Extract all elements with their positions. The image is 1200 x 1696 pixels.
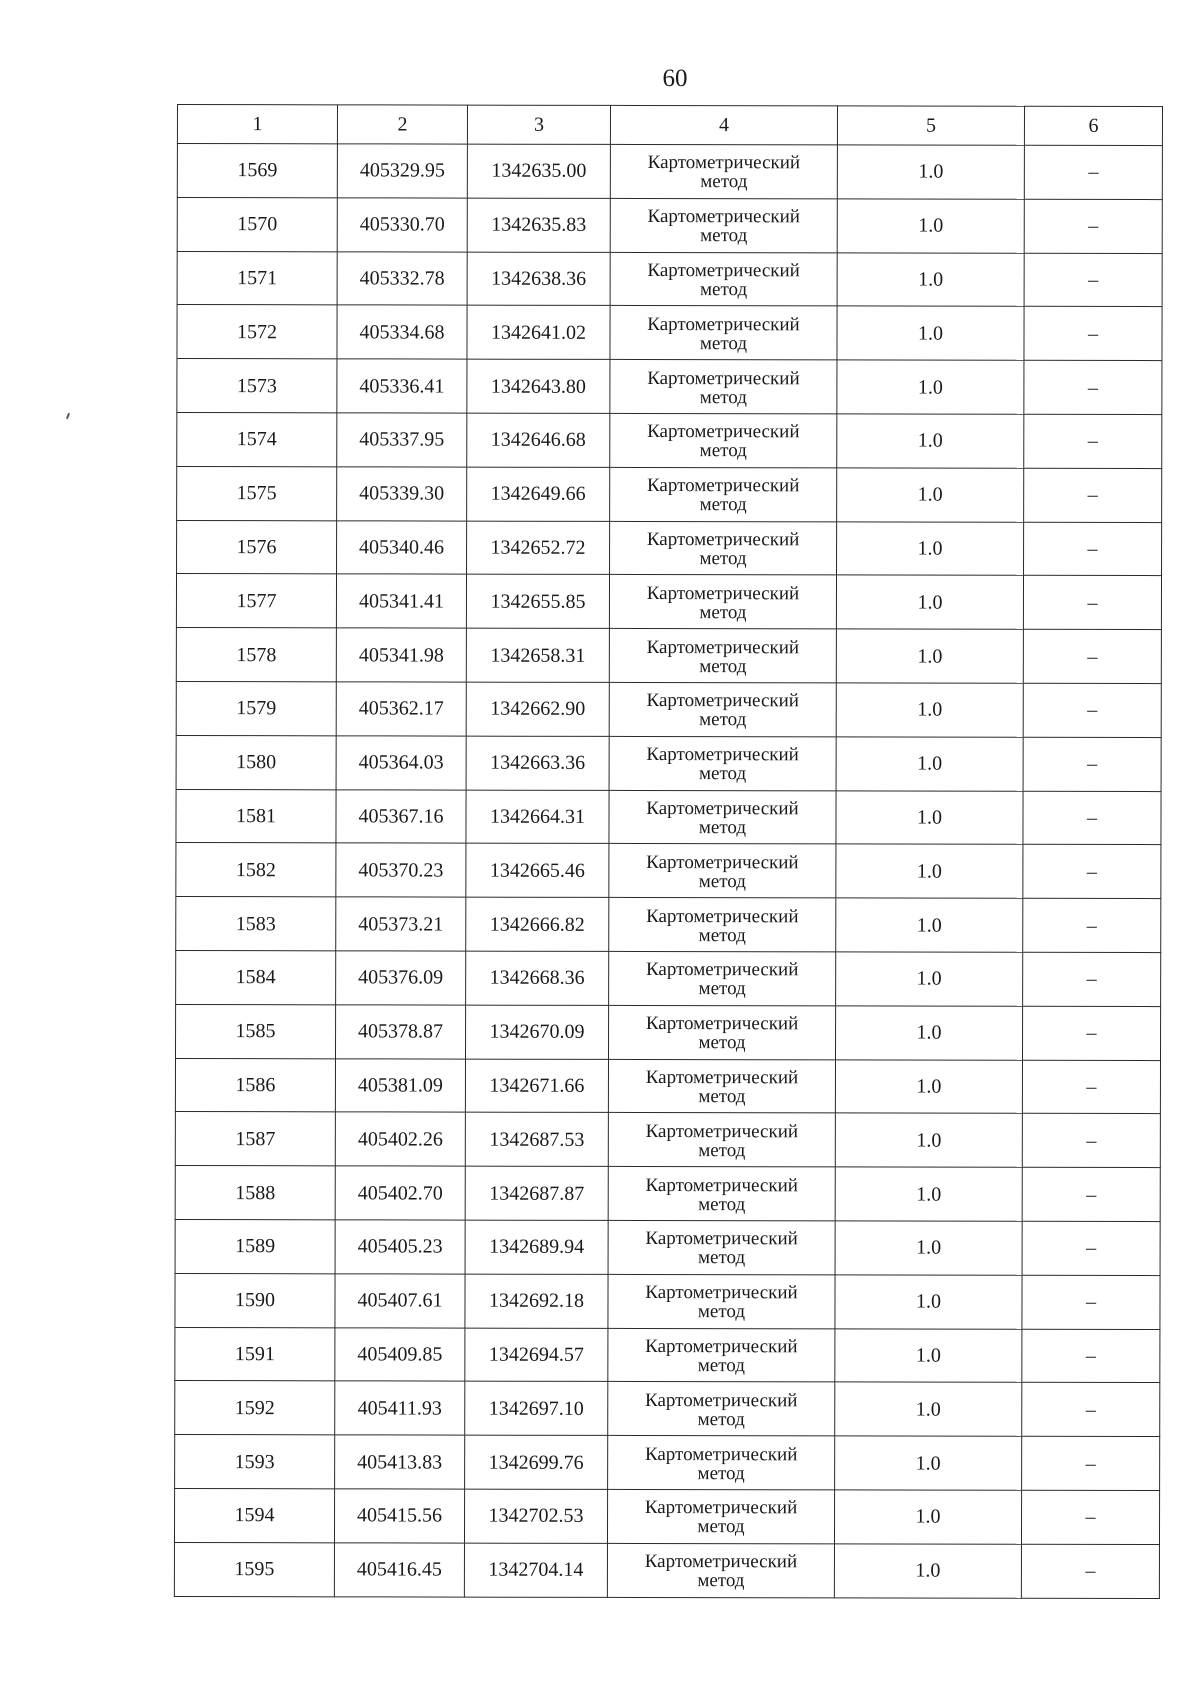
method-line-2: метод — [699, 601, 747, 623]
method-line-2: метод — [699, 655, 747, 677]
method-line-1: Картометрический — [645, 1389, 798, 1412]
note-cell: – — [1023, 576, 1161, 630]
note-cell: – — [1022, 1275, 1160, 1329]
x-coordinate-cell: 405336.41 — [337, 359, 467, 413]
table-row — [177, 412, 1162, 468]
accuracy-cell: 1.0 — [836, 737, 1023, 791]
table-row — [174, 1488, 1159, 1544]
method-line-1: Картометрический — [645, 1335, 798, 1358]
method-line-1: Картометрический — [647, 152, 801, 174]
note-cell: – — [1022, 1436, 1160, 1490]
y-coordinate-cell: 1342694.57 — [465, 1328, 608, 1382]
note-cell: – — [1024, 360, 1162, 414]
method-cell — [610, 198, 837, 252]
point-number-cell: 1570 — [177, 197, 337, 251]
method-cell — [608, 1382, 835, 1436]
note-cell: – — [1023, 952, 1161, 1006]
method-line-1: Картометрический — [646, 528, 800, 551]
accuracy-cell: 1.0 — [837, 252, 1024, 306]
method-cell — [609, 1005, 836, 1059]
y-coordinate-cell: 1342699.76 — [465, 1435, 608, 1489]
method-cell — [607, 1543, 834, 1597]
note-cell: – — [1021, 1544, 1159, 1598]
accuracy-cell: 1.0 — [836, 952, 1023, 1006]
y-coordinate-cell: 1342704.14 — [464, 1543, 607, 1597]
x-coordinate-cell: 405364.03 — [336, 736, 466, 790]
method-cell — [609, 790, 836, 844]
method-line-1: Картометрический — [644, 1551, 798, 1573]
x-coordinate-cell: 405409.85 — [335, 1327, 465, 1381]
point-number-cell: 1571 — [177, 251, 337, 305]
y-coordinate-cell: 1342638.36 — [467, 252, 610, 306]
point-number-cell: 1576 — [177, 520, 337, 574]
accuracy-cell: 1.0 — [836, 575, 1023, 629]
method-line-2: метод — [698, 1139, 746, 1161]
accuracy-cell: 1.0 — [837, 414, 1024, 468]
method-line-2: метод — [698, 817, 747, 839]
method-cell — [607, 1489, 834, 1543]
y-coordinate-cell: 1342687.87 — [465, 1166, 608, 1220]
point-number-cell: 1595 — [174, 1542, 334, 1596]
point-number-cell: 1588 — [175, 1166, 335, 1220]
x-coordinate-cell: 405329.95 — [337, 144, 467, 198]
note-cell: – — [1024, 468, 1162, 522]
y-coordinate-cell: 1342664.31 — [466, 790, 609, 844]
table-row — [174, 1542, 1159, 1598]
x-coordinate-cell: 405402.70 — [335, 1166, 465, 1220]
method-line-2: метод — [699, 709, 747, 731]
method-line-1: Картометрический — [646, 475, 800, 497]
coordinates-table — [174, 104, 1163, 1599]
method-line-1: Картометрический — [644, 1497, 798, 1519]
scan-speck — [66, 413, 70, 419]
note-cell: – — [1022, 1221, 1160, 1275]
table-row — [175, 1381, 1160, 1437]
y-coordinate-cell: 1342689.94 — [465, 1220, 608, 1274]
accuracy-cell: 1.0 — [834, 1490, 1021, 1544]
note-cell: – — [1024, 307, 1162, 361]
y-coordinate-cell: 1342663.36 — [466, 736, 609, 790]
method-line-2: метод — [699, 494, 747, 516]
point-number-cell: 1574 — [177, 412, 337, 466]
method-line-2: метод — [699, 440, 747, 462]
method-cell — [609, 898, 836, 952]
method-cell — [608, 1274, 835, 1328]
method-line-1: Картометрический — [647, 259, 800, 282]
method-line-1: Картометрический — [647, 313, 800, 336]
x-coordinate-cell: 405334.68 — [337, 305, 467, 359]
accuracy-cell: 1.0 — [836, 790, 1023, 844]
page-number: 60 — [662, 65, 688, 92]
point-number-cell: 1573 — [177, 359, 337, 413]
method-line-1: Картометрический — [646, 797, 799, 820]
accuracy-cell: 1.0 — [834, 1544, 1021, 1598]
x-coordinate-cell: 405330.70 — [337, 198, 467, 252]
point-number-cell: 1581 — [176, 789, 336, 843]
x-coordinate-cell: 405415.56 — [334, 1489, 464, 1543]
note-cell: – — [1022, 1114, 1160, 1168]
method-line-2: метод — [698, 1032, 746, 1054]
method-cell — [608, 1167, 835, 1221]
table-row — [175, 1435, 1160, 1491]
method-line-1: Картометрический — [646, 582, 800, 605]
y-coordinate-cell: 1342655.85 — [466, 574, 609, 628]
method-line-2: метод — [697, 1355, 745, 1377]
accuracy-cell: 1.0 — [837, 199, 1024, 253]
method-line-1: Картометрический — [646, 851, 799, 874]
table-row — [176, 574, 1161, 630]
y-coordinate-cell: 1342702.53 — [464, 1489, 607, 1543]
method-line-2: метод — [697, 1570, 745, 1592]
table-row — [176, 628, 1161, 684]
method-cell — [609, 951, 836, 1005]
accuracy-cell: 1.0 — [837, 521, 1024, 575]
y-coordinate-cell: 1342671.66 — [465, 1059, 608, 1113]
point-number-cell: 1583 — [176, 897, 336, 951]
method-cell — [608, 1059, 835, 1113]
accuracy-cell: 1.0 — [836, 683, 1023, 737]
method-line-2: метод — [698, 870, 746, 892]
note-cell: – — [1022, 1167, 1160, 1221]
method-line-1: Картометрический — [646, 744, 799, 766]
method-line-2: метод — [699, 332, 748, 354]
table-row — [177, 305, 1162, 361]
table-row — [177, 520, 1162, 576]
method-line-2: метод — [700, 279, 748, 301]
table-row — [177, 197, 1162, 253]
method-cell — [609, 736, 836, 790]
x-coordinate-cell: 405332.78 — [337, 251, 467, 305]
table-body — [174, 144, 1162, 1599]
point-number-cell: 1582 — [176, 843, 336, 897]
method-line-1: Картометрический — [645, 959, 799, 981]
point-number-cell: 1594 — [174, 1488, 334, 1542]
method-line-2: метод — [698, 978, 746, 1000]
point-number-cell: 1589 — [175, 1219, 335, 1273]
header-col-1: 1 — [177, 105, 337, 144]
y-coordinate-cell: 1342662.90 — [466, 682, 609, 736]
method-line-1: Картометрический — [647, 367, 800, 389]
table-row — [176, 843, 1161, 899]
table-row — [176, 897, 1161, 953]
method-cell — [610, 413, 837, 467]
x-coordinate-cell: 405405.23 — [335, 1220, 465, 1274]
y-coordinate-cell: 1342646.68 — [467, 413, 610, 467]
y-coordinate-cell: 1342641.02 — [467, 305, 610, 359]
accuracy-cell: 1.0 — [835, 1059, 1022, 1113]
y-coordinate-cell: 1342670.09 — [466, 1005, 609, 1059]
y-coordinate-cell: 1342649.66 — [467, 467, 610, 521]
method-line-1: Картометрический — [646, 690, 799, 712]
method-line-1: Картометрический — [645, 1066, 799, 1089]
note-cell: – — [1024, 199, 1162, 253]
method-cell — [610, 521, 837, 575]
header-col-3: 3 — [467, 105, 610, 144]
y-coordinate-cell: 1342658.31 — [466, 628, 609, 682]
method-cell — [609, 575, 836, 629]
note-cell: – — [1024, 145, 1162, 199]
accuracy-cell: 1.0 — [835, 1113, 1022, 1167]
note-cell: – — [1023, 683, 1161, 737]
x-coordinate-cell: 405416.45 — [334, 1543, 464, 1597]
method-line-2: метод — [697, 1462, 745, 1484]
method-cell — [610, 144, 837, 198]
method-cell — [608, 1436, 835, 1490]
method-line-2: метод — [697, 1408, 745, 1430]
method-line-1: Картометрический — [645, 1120, 799, 1143]
table-row — [175, 1327, 1160, 1383]
x-coordinate-cell: 405373.21 — [336, 897, 466, 951]
method-cell — [610, 467, 837, 521]
method-line-1: Картометрический — [645, 1013, 799, 1035]
y-coordinate-cell: 1342666.82 — [466, 897, 609, 951]
table-row — [175, 1112, 1160, 1168]
method-line-2: метод — [700, 225, 748, 247]
point-number-cell: 1593 — [175, 1435, 335, 1489]
point-number-cell: 1585 — [176, 1004, 336, 1058]
table-row — [175, 1219, 1160, 1275]
table-row — [176, 1004, 1161, 1060]
method-line-2: метод — [699, 386, 747, 408]
x-coordinate-cell: 405341.98 — [336, 628, 466, 682]
table-row — [176, 950, 1161, 1006]
method-line-1: Картометрический — [646, 636, 800, 658]
point-number-cell: 1580 — [176, 735, 336, 789]
y-coordinate-cell: 1342652.72 — [467, 521, 610, 575]
method-line-2: метод — [699, 548, 747, 570]
method-line-1: Картометрический — [646, 905, 799, 927]
point-number-cell: 1575 — [177, 466, 337, 520]
x-coordinate-cell: 405407.61 — [335, 1274, 465, 1328]
header-col-6: 6 — [1024, 106, 1162, 145]
y-coordinate-cell: 1342692.18 — [465, 1274, 608, 1328]
point-number-cell: 1577 — [176, 574, 336, 628]
x-coordinate-cell: 405337.95 — [337, 413, 467, 467]
note-cell: – — [1021, 1490, 1159, 1544]
x-coordinate-cell: 405376.09 — [336, 951, 466, 1005]
method-cell — [608, 1113, 835, 1167]
point-number-cell: 1590 — [175, 1273, 335, 1327]
accuracy-cell: 1.0 — [837, 145, 1024, 199]
header-col-2: 2 — [337, 105, 467, 144]
method-cell — [610, 252, 837, 306]
method-line-1: Картометрический — [647, 421, 800, 443]
method-cell — [609, 629, 836, 683]
table-row — [177, 144, 1162, 200]
note-cell: – — [1023, 845, 1161, 899]
y-coordinate-cell: 1342635.83 — [467, 198, 610, 252]
x-coordinate-cell: 405340.46 — [337, 520, 467, 574]
header-col-4: 4 — [610, 105, 837, 144]
point-number-cell: 1586 — [175, 1058, 335, 1112]
accuracy-cell: 1.0 — [837, 306, 1024, 360]
point-number-cell: 1587 — [175, 1112, 335, 1166]
note-cell: – — [1023, 629, 1161, 683]
method-cell — [610, 360, 837, 414]
table-row — [175, 1273, 1160, 1329]
method-line-1: Картометрический — [647, 206, 800, 228]
method-line-1: Картометрический — [645, 1228, 798, 1250]
note-cell: – — [1024, 522, 1162, 576]
x-coordinate-cell: 405339.30 — [337, 467, 467, 521]
method-line-1: Картометрический — [644, 1443, 798, 1465]
table-row — [176, 789, 1161, 845]
accuracy-cell: 1.0 — [837, 468, 1024, 522]
y-coordinate-cell: 1342668.36 — [466, 951, 609, 1005]
accuracy-cell: 1.0 — [835, 1328, 1022, 1382]
y-coordinate-cell: 1342635.00 — [467, 144, 610, 198]
method-line-2: метод — [698, 924, 746, 946]
method-line-2: метод — [697, 1301, 746, 1323]
point-number-cell: 1591 — [175, 1327, 335, 1381]
table-row — [176, 681, 1161, 737]
method-line-2: метод — [700, 171, 748, 193]
note-cell: – — [1023, 737, 1161, 791]
method-cell — [608, 1220, 835, 1274]
method-line-2: метод — [698, 1193, 746, 1215]
accuracy-cell: 1.0 — [837, 360, 1024, 414]
y-coordinate-cell: 1342697.10 — [465, 1381, 608, 1435]
method-cell — [609, 682, 836, 736]
point-number-cell: 1579 — [176, 681, 336, 735]
method-line-2: метод — [698, 1086, 746, 1108]
x-coordinate-cell: 405341.41 — [336, 574, 466, 628]
x-coordinate-cell: 405378.87 — [336, 1005, 466, 1059]
method-line-2: метод — [698, 763, 747, 785]
accuracy-cell: 1.0 — [836, 629, 1023, 683]
accuracy-cell: 1.0 — [836, 1006, 1023, 1060]
method-line-2: метод — [697, 1247, 746, 1269]
y-coordinate-cell: 1342643.80 — [467, 359, 610, 413]
table-row — [177, 466, 1162, 522]
accuracy-cell: 1.0 — [836, 898, 1023, 952]
method-line-1: Картометрический — [645, 1174, 798, 1196]
point-number-cell: 1584 — [176, 950, 336, 1004]
table-row — [176, 735, 1161, 791]
note-cell: – — [1022, 1060, 1160, 1114]
accuracy-cell: 1.0 — [835, 1221, 1022, 1275]
method-cell — [609, 844, 836, 898]
note-cell: – — [1022, 1329, 1160, 1383]
method-line-1: Картометрический — [645, 1282, 798, 1304]
table-row — [177, 251, 1162, 307]
header-row — [177, 105, 1162, 146]
header-col-5: 5 — [837, 106, 1024, 145]
note-cell: – — [1024, 414, 1162, 468]
x-coordinate-cell: 405370.23 — [336, 843, 466, 897]
note-cell: – — [1022, 1383, 1160, 1437]
point-number-cell: 1572 — [177, 305, 337, 359]
method-cell — [610, 306, 837, 360]
point-number-cell: 1578 — [176, 628, 336, 682]
table-row — [175, 1058, 1160, 1114]
accuracy-cell: 1.0 — [836, 844, 1023, 898]
accuracy-cell: 1.0 — [835, 1275, 1022, 1329]
x-coordinate-cell: 405411.93 — [335, 1381, 465, 1435]
note-cell: – — [1023, 1006, 1161, 1060]
method-cell — [608, 1328, 835, 1382]
method-line-2: метод — [697, 1516, 745, 1538]
note-cell: – — [1023, 791, 1161, 845]
x-coordinate-cell: 405413.83 — [335, 1435, 465, 1489]
accuracy-cell: 1.0 — [835, 1436, 1022, 1490]
x-coordinate-cell: 405367.16 — [336, 789, 466, 843]
note-cell: – — [1023, 898, 1161, 952]
table-header — [177, 105, 1162, 146]
table-row — [177, 359, 1162, 415]
note-cell: – — [1024, 253, 1162, 307]
x-coordinate-cell: 405381.09 — [335, 1058, 465, 1112]
y-coordinate-cell: 1342687.53 — [465, 1112, 608, 1166]
x-coordinate-cell: 405362.17 — [336, 682, 466, 736]
accuracy-cell: 1.0 — [835, 1167, 1022, 1221]
table-row — [175, 1166, 1160, 1222]
x-coordinate-cell: 405402.26 — [335, 1112, 465, 1166]
y-coordinate-cell: 1342665.46 — [466, 843, 609, 897]
point-number-cell: 1592 — [175, 1381, 335, 1435]
accuracy-cell: 1.0 — [835, 1382, 1022, 1436]
point-number-cell: 1569 — [177, 144, 337, 198]
